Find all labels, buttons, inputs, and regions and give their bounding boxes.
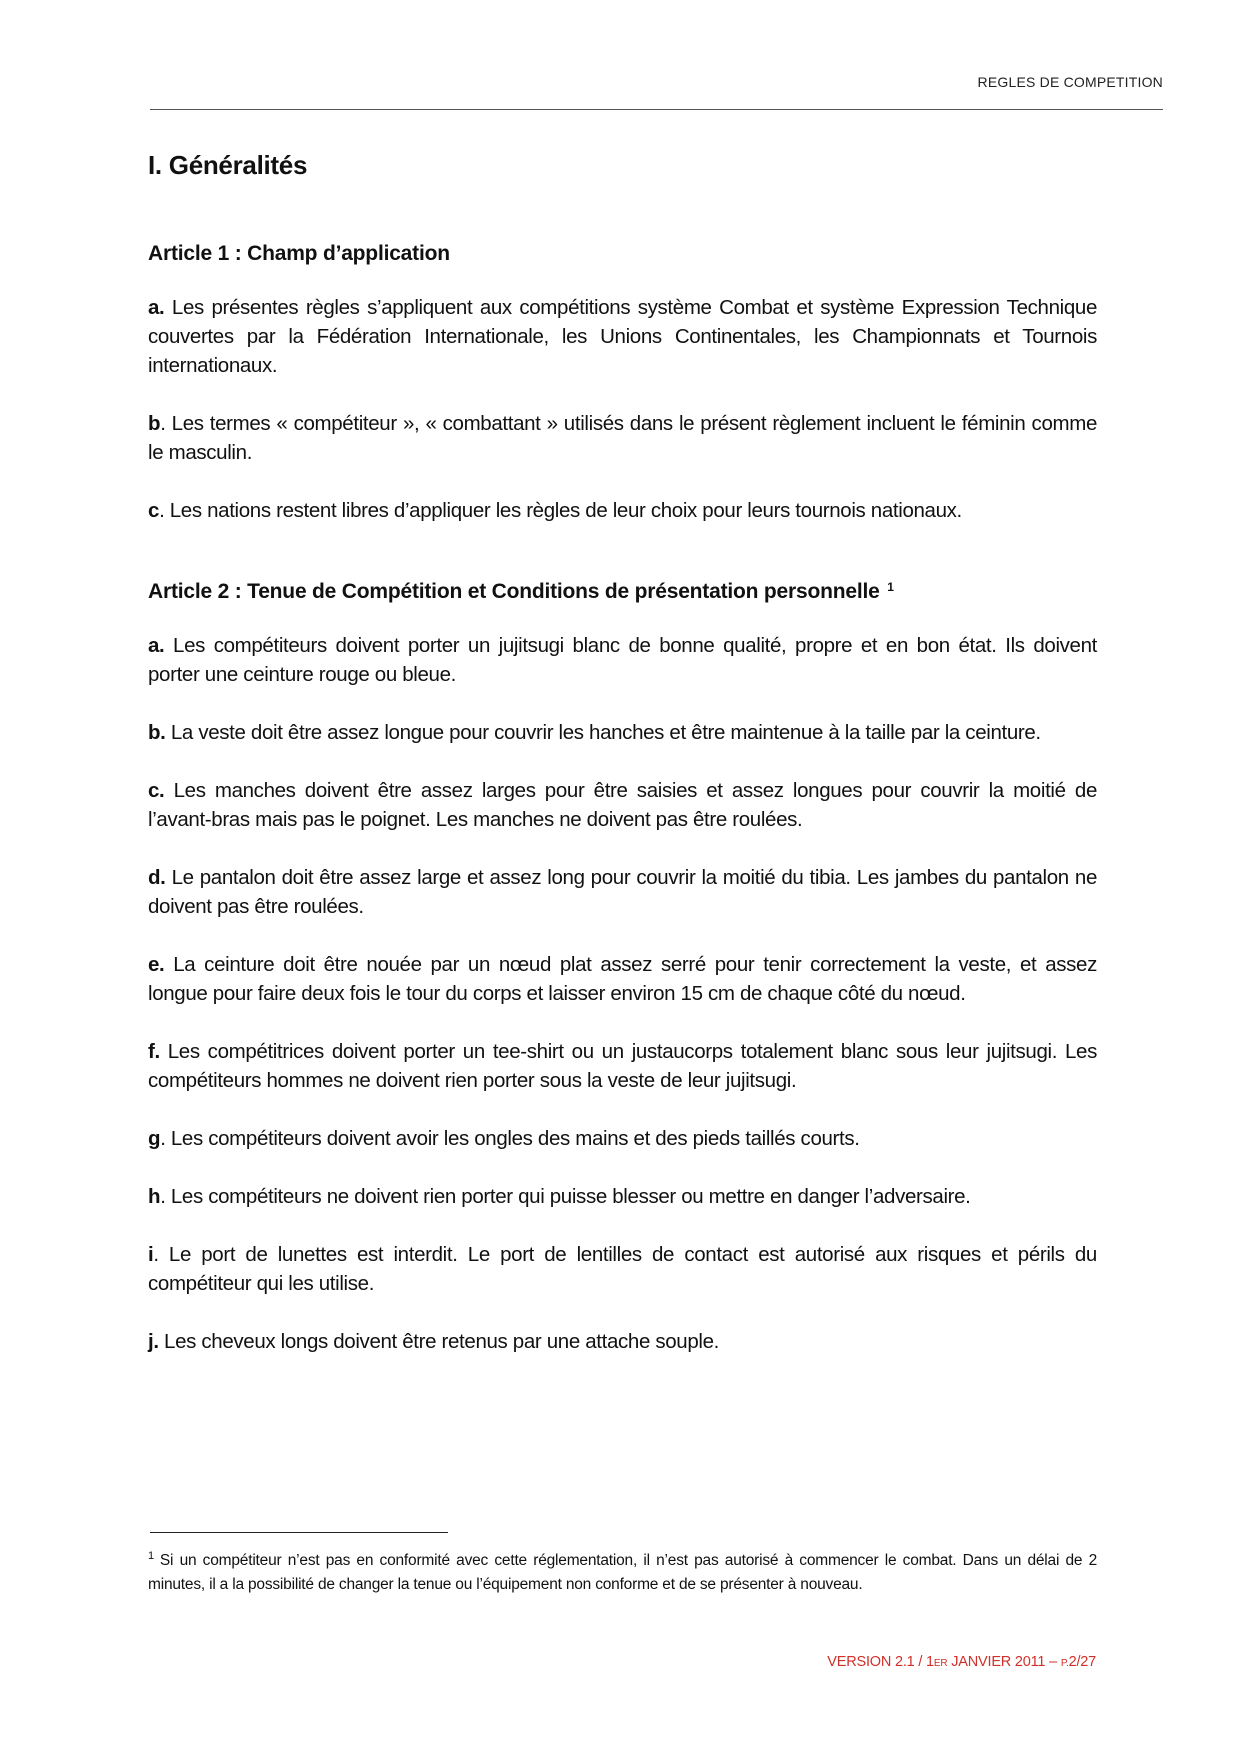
article-1-paragraph-a [148,293,1097,380]
footer-date: JANVIER 2011 – [947,1654,1061,1670]
article-1-paragraph-c [148,496,1097,525]
paragraph-text: . Les compétiteurs doivent avoir les ongles des mains et des pieds taillés courts. [160,1127,860,1150]
paragraph-text: Les manches doivent être assez larges pour être saisies et assez longues pour couvrir la moitié de l’avant-bras mais pas le poignet. Les manches ne doivent pas être roulées. [148,779,1097,831]
paragraph-text: Les présentes règles s’appliquent aux compétitions système Combat et système Expression Technique couvertes par la Fédération Internationale, les Unions Continentales, les Championnats et Tournois internationaux. [148,296,1097,377]
paragraph-text: Les cheveux longs doivent être retenus par une attache souple. [158,1330,720,1353]
paragraph-letter: h [148,1185,161,1208]
article-2-paragraph-h [148,1182,1097,1211]
paragraph-text: La ceinture doit être nouée par un nœud plat assez serré pour tenir correctement la veste, et assez longue pour faire deux fois le tour du corps et laisser environ 15 cm de chaque côté du nœud. [148,953,1097,1005]
paragraph-text: . Les nations restent libres d’appliquer les règles de leur choix pour leurs tournois nationaux. [159,499,962,522]
article-2-paragraph-j [148,1327,1097,1356]
paragraph-text: Les compétitrices doivent porter un tee-shirt ou un justaucorps totalement blanc sous leur jujitsugi. Les compétiteurs hommes ne doivent rien porter sous la veste de leur jujitsugi. [148,1040,1097,1092]
paragraph-letter: b. [148,721,166,744]
running-header: REGLES DE COMPETITION [977,74,1163,90]
article-2-paragraph-e [148,950,1097,1008]
article-2-title-text: Article 2 : Tenue de Compétition et Conditions de présentation personnelle [148,580,880,603]
page-footer [827,1654,1096,1670]
paragraph-letter: e. [148,953,165,976]
section-title: I. Généralités [148,150,308,180]
paragraph-text: La veste doit être assez longue pour couvrir les hanches et être maintenue à la taille par la ceinture. [165,721,1041,744]
article-2-paragraph-f [148,1037,1097,1095]
article-2-paragraph-a [148,631,1097,689]
paragraph-letter: a. [148,634,165,657]
paragraph-letter: g [148,1127,161,1150]
footnote-reference[interactable]: 1 [887,580,894,594]
footnote-divider [150,1532,448,1533]
article-2-paragraph-b [148,718,1097,747]
paragraph-text: Les compétiteurs doivent porter un jujitsugi blanc de bonne qualité, propre et en bon état. Ils doivent porter une ceinture rouge ou bleue. [148,634,1097,686]
footer-version: VERSION 2.1 / 1 [827,1654,934,1670]
paragraph-text: . Les termes « compétiteur », « combattant » utilisés dans le présent règlement incluent le féminin comme le masculin. [148,412,1097,464]
paragraph-letter: c. [148,779,165,802]
paragraph-letter: c [148,499,160,522]
article-2-title [148,580,1097,604]
article-2-paragraph-d [148,863,1097,921]
paragraph-text: Le pantalon doit être assez large et assez long pour couvrir la moitié du tibia. Les jambes du pantalon ne doivent pas être roulées. [148,866,1097,918]
page-content [148,150,1097,1385]
paragraph-letter: i [148,1243,154,1266]
footnote-text: Si un compétiteur n’est pas en conformité avec cette réglementation, il n’est pas autorisé à commencer le combat. Dans un délai de 2 minutes, il a la possibilité de changer la tenue ou l’équipement non conforme et de se présenter à nouveau. [148,1552,1097,1593]
paragraph-text: . Le port de lunettes est interdit. Le port de lentilles de contact est autorisé aux risques et périls du compétiteur qui les utilise. [148,1243,1097,1295]
paragraph-letter: f. [148,1040,160,1063]
article-2-paragraph-i [148,1240,1097,1298]
footnote-number: 1 [148,1550,154,1562]
article-2-paragraph-c [148,776,1097,834]
article-1-title: Article 1 : Champ d’application [148,242,450,265]
footnote [148,1544,1097,1597]
paragraph-letter: j. [148,1330,159,1353]
header-divider [150,109,1163,110]
article-2-paragraph-g [148,1124,1097,1153]
paragraph-text: . Les compétiteurs ne doivent rien porter qui puisse blesser ou mettre en danger l’adversaire. [160,1185,971,1208]
footer-ordinal: ER [933,1658,948,1669]
article-1-paragraph-b [148,409,1097,467]
footer-page-prefix: P. [1060,1658,1069,1669]
paragraph-letter: d. [148,866,166,889]
footer-page-number: 2/27 [1068,1654,1096,1670]
paragraph-letter: b [148,412,161,435]
paragraph-letter: a. [148,296,165,319]
